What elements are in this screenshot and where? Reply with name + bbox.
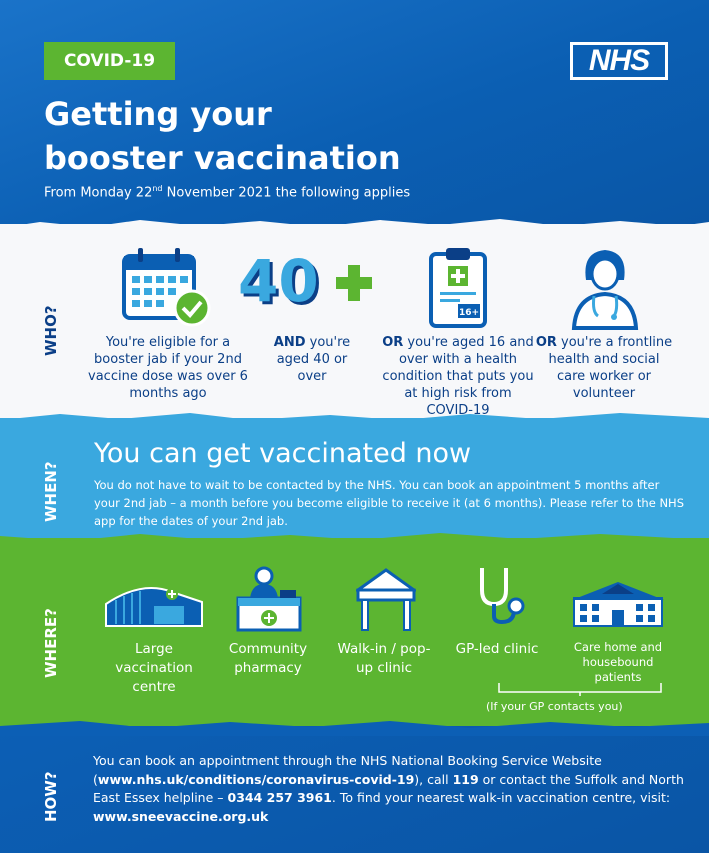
where-item-1-label: Large vaccination centre — [115, 641, 193, 695]
title-line-1: Getting your — [44, 95, 272, 133]
page-title — [44, 92, 464, 180]
where-label: WHERE? — [42, 608, 60, 678]
and-bold: AND — [273, 335, 306, 350]
who-label: WHO? — [42, 305, 60, 356]
stethoscope-icon — [476, 566, 526, 626]
pharmacy-icon — [236, 564, 302, 632]
nhs-url-link[interactable]: www.nhs.uk/conditions/coronavirus-covid-19 — [97, 771, 415, 787]
health-worker-icon — [568, 246, 642, 330]
clipboard-label: 16+ — [458, 308, 480, 318]
who-item-1-text: You're eligible for a booster jab if your 2nd vaccine dose was over 6 months ago — [88, 335, 248, 401]
calendar-check-icon — [120, 246, 214, 328]
torn-edge — [0, 214, 709, 236]
who-item-2-body: you're aged 40 or over — [276, 335, 351, 384]
forty-plus-icon — [238, 247, 378, 315]
where-item-2-label: Community pharmacy — [228, 641, 308, 676]
who-item-4-text — [534, 334, 674, 402]
or-bold: OR — [382, 335, 404, 350]
gp-bracket — [498, 682, 662, 696]
subtitle-sup: nd — [152, 184, 163, 193]
torn-edge — [0, 528, 709, 548]
clipboard-icon — [428, 246, 488, 330]
how-label: HOW? — [42, 771, 60, 822]
covid-badge: COVID-19 — [44, 42, 175, 80]
where-item-3-label: Walk-in / pop-up clinic — [337, 641, 431, 676]
how-body — [93, 752, 693, 826]
forty-text: 40 — [238, 247, 319, 315]
helpline-number[interactable]: 0344 257 3961 — [227, 790, 332, 805]
title-line-2: booster vaccination — [44, 139, 401, 177]
where-item-4-label: GP-led clinic — [455, 641, 539, 657]
how-text-2: ), call — [414, 771, 453, 787]
nhs-logo-text: NHS — [573, 45, 665, 77]
care-home-icon — [572, 580, 664, 628]
when-label: WHEN? — [42, 461, 60, 522]
how-text-1: You can book an appointment through the NHS National Booking Service Website ( — [93, 753, 602, 787]
snee-url-link[interactable]: www.sneevaccine.org.uk — [93, 808, 269, 824]
gazebo-icon — [356, 568, 416, 632]
who-item-3-body: you're aged 16 and over with a health condition that puts you at high risk from COVID-19 — [382, 335, 534, 418]
vaccination-centre-icon — [102, 582, 206, 630]
how-text-3: or contact the Suffolk and North East Essex helpline – — [93, 771, 684, 805]
how-text-4: . To find your nearest walk-in vaccination centre, visit: — [331, 790, 671, 805]
subtitle — [44, 184, 410, 200]
subtitle-post: November 2021 the following applies — [162, 185, 411, 201]
plus-icon — [336, 265, 372, 301]
when-body: You do not have to wait to be contacted by the NHS. You can book an appointment 5 months after your 2nd jab – a month before you become eligible to receive it (at 6 months). Please refer to the NHS app for the dates of your 2nd jab. — [94, 478, 684, 528]
torn-edge — [0, 716, 709, 736]
gp-note: (If your GP contacts you) — [486, 700, 623, 713]
where-item-5-label: Care home and housebound patients — [573, 640, 663, 684]
nhs-logo — [570, 42, 668, 80]
or-bold: OR — [535, 335, 557, 350]
when-heading: You can get vaccinated now — [94, 438, 472, 469]
torn-edge — [0, 408, 709, 428]
phone-119[interactable]: 119 — [452, 771, 479, 787]
who-item-4-body: you're a frontline health and social care worker or volunteer — [548, 335, 673, 401]
who-item-3-text — [380, 334, 536, 419]
subtitle-pre: From Monday 22 — [44, 185, 153, 201]
who-item-2-text — [262, 334, 362, 385]
